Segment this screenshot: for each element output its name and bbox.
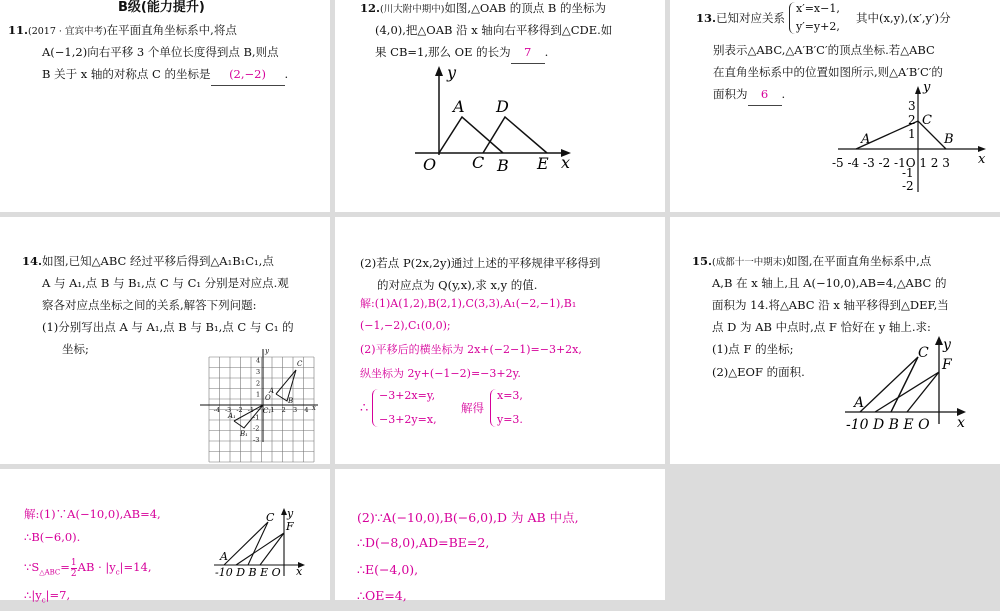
label-y: y (943, 337, 951, 353)
solution-14-eq1: −3+2x=y, (379, 389, 436, 402)
label-O: O (265, 394, 271, 402)
card-problem-14-part2 (335, 217, 665, 464)
label-A: A (854, 395, 865, 411)
problem-14-line-3: 察各对应点坐标之间的关系,解答下列问题: (42, 298, 257, 312)
label-x: x (978, 152, 986, 167)
y-tick-label: -1 (253, 413, 260, 422)
problem-15-line-5: (1)点 F 的坐标; (712, 342, 794, 356)
solution-14-therefore: ∴ (360, 401, 369, 416)
solution-14-x: x=3, (497, 389, 523, 402)
y-tick-label: 3 (256, 367, 261, 376)
system-brace-1 (372, 389, 378, 427)
label-B: B (944, 132, 954, 147)
card-problem-14 (0, 217, 330, 464)
axis-labels: -10 D B E O (215, 566, 281, 579)
card-solution-15-part1 (0, 469, 330, 605)
solution-14-line-2: (−1,−2),C₁(0,0); (360, 319, 451, 332)
problem-15-line-6: (2)△EOF 的面积. (712, 365, 805, 379)
problem-12-line-3: 果 CB=1,那么 OE 的长为 7 . (375, 42, 548, 64)
y-tick-label: -2 (253, 424, 260, 433)
problem-13-line-1a: 13.已知对应关系 (696, 11, 786, 25)
solution-14-line-3: (2)平移后的横坐标为 2x+(−2−1)=−3+2x, (360, 343, 582, 356)
x-tick-label: 4 (304, 406, 309, 414)
label-A: A (269, 387, 275, 395)
y-tick-label: 1 (256, 390, 261, 399)
label-B1: B₁ (240, 430, 248, 438)
system-13-eq2: y′=y+2, (796, 20, 840, 33)
x-ticks: -5 -4 -3 -2 -1O 1 2 3 (832, 156, 950, 170)
axis-labels: -10 D B E O (846, 417, 930, 433)
figure-15 (670, 217, 1000, 464)
label-C: C (918, 345, 929, 361)
solution-14-y: y=3. (497, 413, 523, 426)
label-y: y (447, 63, 457, 82)
problem-15-line-1: 15.(成都十一中期末)如图,在平面直角坐标系中,点 (692, 254, 932, 268)
x-tick-label: -1 (247, 406, 255, 414)
label-y: y (265, 347, 269, 355)
problem-11-line-2: A(−1,2)向右平移 3 个单位长度得到点 B,则点 (42, 45, 279, 59)
problem-13-line-3: 在直角坐标系中的位置如图所示,则△A′B′C′的 (713, 65, 943, 79)
card-problem-11 (0, 0, 330, 212)
label-y: y (923, 80, 931, 95)
card-solution-15-part2 (335, 469, 665, 603)
system-brace-2 (490, 389, 496, 427)
label-C1: C₁ (263, 407, 272, 415)
label-E: E (537, 154, 549, 173)
label-C: C (266, 511, 275, 524)
solution-15b-line-2: ∴D(−8,0),AD=BE=2, (357, 535, 490, 550)
label-B: B (288, 397, 294, 405)
label-y: y (287, 507, 294, 520)
label-F: F (942, 357, 952, 373)
label-C: C (472, 153, 485, 172)
tick-2: 2 (908, 113, 916, 127)
answer-13: 6 (748, 84, 782, 106)
label-A: A (453, 97, 465, 116)
y-tick-label: -3 (253, 436, 260, 445)
card-problem-13 (670, 0, 1000, 212)
problem-14-part2-line-1: (2)若点 P(2x,2y)通过上述的平移规律平移得到 (360, 256, 601, 270)
problem-11-line-1: 11.(2017 · 宜宾中考)在平面直角坐标系中,将点 (8, 23, 237, 37)
label-x: x (312, 404, 316, 412)
label-A1: A₁ (228, 412, 236, 420)
x-tick-label: 3 (293, 406, 298, 414)
label-D: D (496, 97, 509, 116)
figure-14-grid (0, 217, 330, 464)
solution-15-line-4: $\therefore|y_c|=7$, (24, 588, 71, 605)
problem-14-line-1: 14.如图,已知△ABC 经过平移后得到△A₁B₁C₁,点 (22, 254, 274, 268)
problem-13-line-1b: 其中(x,y),(x′,y′)分 (856, 11, 951, 25)
label-O: O (423, 155, 437, 174)
problem-15-line-4: 点 D 为 AB 中点时,点 F 恰好在 y 轴上.求: (712, 320, 931, 334)
label-A: A (861, 132, 871, 147)
card-problem-15 (670, 217, 1000, 464)
tick-m2: -2 (902, 179, 914, 193)
tick-3: 3 (908, 99, 916, 113)
solution-14-eq2: −3+2y=x, (379, 413, 437, 426)
problem-14-part2-line-2: 的对应点为 Q(y,x),求 x,y 的值. (377, 278, 538, 292)
problem-14-line-5: 坐标; (62, 342, 89, 356)
problem-13-line-2: 别表示△ABC,△A′B′C′的顶点坐标.若△ABC (713, 43, 935, 57)
label-x: x (957, 415, 965, 431)
x-tick-label: -2 (236, 406, 243, 414)
figure-12 (335, 0, 665, 212)
figure-13 (670, 0, 1000, 212)
x-tick-label: -4 (213, 406, 220, 414)
system-13-eq1: x′=x−1, (796, 2, 840, 15)
tick-1: 1 (908, 127, 916, 141)
solution-15b-line-4: ∴OE=4, (357, 588, 407, 603)
answer-12: 7 (511, 42, 545, 64)
x-tick-label: 1 (270, 406, 275, 414)
label-x: x (561, 153, 571, 172)
x-tick-label: 2 (281, 406, 286, 414)
label-C: C (297, 360, 303, 368)
solution-15b-line-3: ∴E(−4,0), (357, 562, 419, 577)
label-x: x (296, 565, 303, 578)
y-tick-label: 4 (256, 356, 261, 365)
label-C: C (922, 113, 932, 128)
tick-m1: -1 (902, 166, 914, 180)
answer-11: (2,−2) (211, 64, 285, 86)
problem-12-line-1: 12.(川大附中期中)如图,△OAB 的顶点 B 的坐标为 (360, 1, 607, 15)
problem-14-line-2: A 与 A₁,点 B 与 B₁,点 C 与 C₁ 分别是对应点.观 (42, 276, 289, 290)
solution-15-line-3: $\because S_{\triangle ABC}=$ $\frac{1}{2}$ AB · $|y_c|=14$, (24, 557, 152, 579)
problem-15-line-3: 面积为 14.将△ABC 沿 x 轴平移得到△DEF,当 (712, 298, 949, 312)
solution-14-line-1: 解:(1)A(1,2),B(2,1),C(3,3),A₁(−2,−1),B₁ (360, 297, 577, 310)
label-F: F (286, 520, 294, 533)
solution-15-line-1: 解:(1)∵A(−10,0),AB=4, (24, 507, 161, 521)
x-tick-label: -3 (224, 406, 232, 414)
label-A: A (220, 550, 228, 563)
solution-14-jiede: 解得 (461, 401, 484, 415)
problem-13-line-4: 面积为 6 . (713, 84, 785, 106)
card-problem-12 (335, 0, 665, 212)
y-tick-label: 2 (256, 379, 261, 388)
section-header: B级(能力提升) (118, 0, 205, 15)
problem-15-line-2: A,B 在 x 轴上,且 A(−10,0),AB=4,△ABC 的 (712, 276, 947, 290)
problem-14-line-4: (1)分别写出点 A 与 A₁,点 B 与 B₁,点 C 与 C₁ 的 (42, 320, 294, 334)
solution-14-line-4: 纵坐标为 2y+(−1−2)=−3+2y. (360, 367, 521, 380)
problem-12-line-2: (4,0),把△OAB 沿 x 轴向右平移得到△CDE.如 (375, 23, 613, 37)
problem-11-line-3: B 关于 x 轴的对称点 C 的坐标是 (2,−2) . (42, 64, 288, 86)
solution-15b-line-1: (2)∵A(−10,0),B(−6,0),D 为 AB 中点, (357, 510, 579, 525)
figure-15-solution (0, 469, 330, 600)
solution-15-line-2: ∴B(−6,0). (24, 530, 81, 544)
label-B: B (497, 156, 509, 175)
